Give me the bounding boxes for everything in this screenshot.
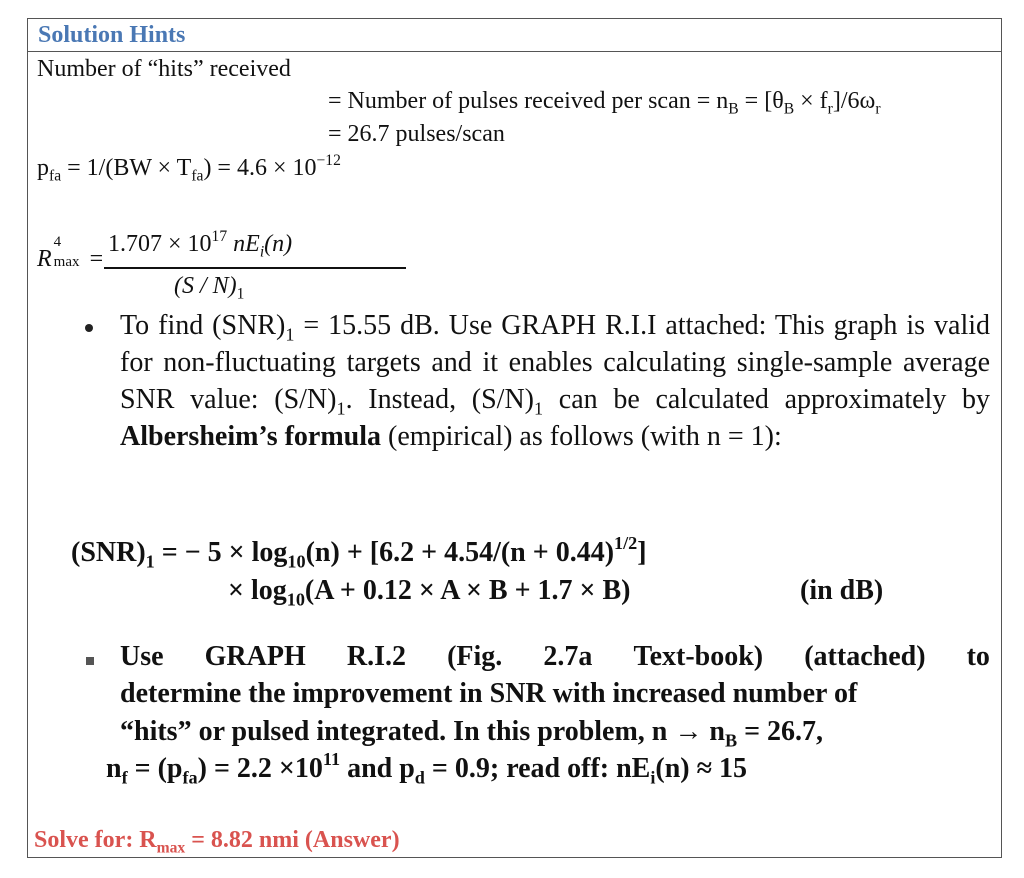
- answer-line: Solve for: $R_{max} = 8.82$ nmi (Answer): [34, 827, 400, 857]
- rmax-fraction: [104, 227, 406, 303]
- bullet-graph-line-1: [120, 641, 990, 673]
- rmax-numerator: $1.707 \times 10^{17}$ $nE_i(n)$: [108, 227, 293, 261]
- bullet-graph-line-2: determine the improvement in SNR with increased number of: [120, 678, 858, 709]
- bullet-graph-word: (attached): [804, 641, 926, 672]
- bullet-graph-line-4: $n_f = (p_{fa}) = 2.2 \times 10^{11}$ and $p_d = 0.9$; read off: $nE_i(n) \approx 15$: [106, 749, 747, 788]
- bullet-graph-word: Text-book): [633, 641, 764, 672]
- bullet-graph-word: R.I.2: [346, 641, 406, 672]
- bullet-graph-word: GRAPH: [204, 641, 306, 672]
- albersheim-line-1: $(SNR)_1$ = − $5 \times \log_{10}(n) + [6.2 + 4.54/(n + 0.44)^{1/2}]$: [71, 533, 647, 572]
- bullet-graph-word: (Fig.: [447, 641, 503, 672]
- pulses-per-scan-line: = Number of pulses received per scan = $n_B = [\theta_B \times f_r]/6\omega_r$: [328, 88, 881, 118]
- fraction-bar: [104, 267, 406, 269]
- albersheim-unit: (in dB): [800, 575, 884, 606]
- solution-hints-box: [27, 18, 1002, 858]
- bullet-graph-word: Use: [120, 641, 164, 672]
- pfa-line: $p_{fa} = 1/(BW \times T_{fa}) = 4.6 \times 10^{-12}$: [37, 151, 341, 185]
- bullet-graph-word: to: [966, 641, 990, 672]
- bullet-graph-word: 2.7a: [543, 641, 593, 672]
- rmax-lhs: R 4 max =: [37, 234, 104, 272]
- bullet-dot-icon: [85, 324, 93, 332]
- hits-line: Number of “hits” received: [37, 56, 291, 82]
- pulses-value-line: = 26.7 pulses/scan: [328, 121, 505, 147]
- bullet-graph-line-3: “hits” or pulsed integrated. In this problem, $n \to n_B = 26.7$,: [120, 716, 824, 751]
- bullet-snr-paragraph: To find $(SNR)_1 = 15.55$ dB. Use GRAPH R.I.I attached: This graph is valid for non-fluctuating targets and it enables calculating single-sample average SNR value: $(S/N)_1$. Instead, $(S/N)_1$ can be calculated approximately by Albersheim’s formula (empirical) as follows (with n = 1):: [120, 310, 991, 452]
- albersheim-line-2: × $\log_{10}(A + 0.12 \times A \times B + 1.7 \times B)$: [228, 575, 631, 610]
- header-row: [28, 19, 1001, 52]
- section-title: Solution Hints: [38, 22, 186, 48]
- rmax-denominator: $(S / N)_1$: [174, 273, 245, 303]
- bullet-square-icon: [86, 657, 94, 665]
